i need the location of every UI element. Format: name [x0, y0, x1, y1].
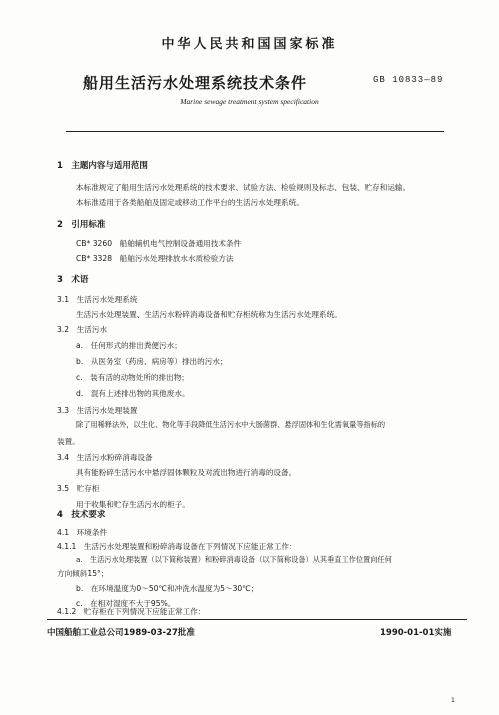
list-item: c. 在相对湿度不大于95%。 — [76, 599, 176, 608]
section-3-heading: 3 术语 — [57, 275, 89, 285]
implementation-date: 1990-01-01实施 — [380, 628, 452, 638]
section-2-heading: 2 引用标准 — [57, 220, 106, 230]
section-1-heading: 1 主题内容与适用范围 — [57, 161, 148, 171]
reference-item: CB* 3260 船舶辅机电气控制设备通用技术条件 — [76, 239, 242, 248]
section-4-heading: 4 技术要求 — [57, 510, 106, 520]
footer-divider — [47, 619, 467, 620]
subsection-3-2-heading: 3.2 生活污水 — [57, 325, 108, 334]
list-item: b. 在环境温度为0～50℃和冲洗水温度为5～30℃； — [76, 584, 259, 593]
approval-note: 中国船舶工业总公司1989-03-27批准 — [47, 628, 195, 638]
subsection-3-3-text: 除了用稀释法外，以生化、物化等手段降低生活污水中大肠菌群、悬浮固体和生化需氧量等指标的 — [76, 420, 386, 429]
subsection-3-5-text: 用于收集和贮存生活污水的柜子。 — [76, 500, 190, 509]
subsection-3-4-text: 具有能粉碎生活污水中悬浮固体颗粒及对流出物进行消毒的设备。 — [76, 468, 297, 477]
subsection-3-1-heading: 3.1 生活污水处理系统 — [57, 295, 138, 304]
list-item: b. 从医务室（药房、病房等）排出的污水； — [76, 357, 228, 366]
list-item: c. 装有活的动物处所的排出物； — [76, 373, 189, 382]
english-title: Marine sewage treatment system specification — [180, 97, 319, 106]
subsection-4-1-heading: 4.1 环境条件 — [57, 528, 108, 537]
section-1-paragraph-1: 本标准规定了船用生活污水处理系统的技术要求、试验方法、检验规则及标志、包装、贮存和运输。 — [76, 183, 411, 192]
subsection-3-4-heading: 3.4 生活污水粉碎消毒设备 — [57, 453, 153, 462]
header-divider — [66, 131, 444, 132]
list-item: a. 任何形式的排出粪便污水； — [76, 341, 182, 350]
list-item: d. 混有上述排出物的其他废水。 — [76, 389, 190, 398]
national-standard-label: 中华人民共和国国家标准 — [161, 37, 338, 52]
document-title: 船用生活污水处理系统技术条件 — [83, 74, 308, 92]
section-1-paragraph-2: 本标准适用于各类船舶及固定或移动工作平台的生活污水处理系统。 — [76, 198, 304, 207]
subsection-3-5-heading: 3.5 贮存柜 — [57, 484, 100, 493]
reference-item: CB* 3328 船舶污水处理排放水水质检验方法 — [76, 254, 234, 263]
standard-number: GB 10833—89 — [373, 75, 444, 85]
list-item: a. 生活污水处理装置（以下简称装置）和粉碎消毒设备（以下简称设备）从其垂直工作位置向任何 — [76, 555, 392, 564]
clause-4-1-1: 4.1.1 生活污水处理装置和粉碎消毒设备在下列情况下应能正常工作： — [57, 542, 297, 551]
clause-4-1-2: 4.1.2 贮存柜在下列情况下应能正常工作： — [57, 607, 206, 616]
subsection-3-3-heading: 3.3 生活污水处理装置 — [57, 406, 138, 415]
subsection-3-3-text-continued: 装置。 — [57, 437, 80, 446]
list-item-continued: 方向倾斜15°； — [57, 569, 109, 578]
page-number: 1 — [451, 697, 455, 704]
subsection-3-1-text: 生活污水处理装置、生活污水粉碎消毒设备和贮存柜统称为生活污水处理系统。 — [76, 310, 342, 319]
